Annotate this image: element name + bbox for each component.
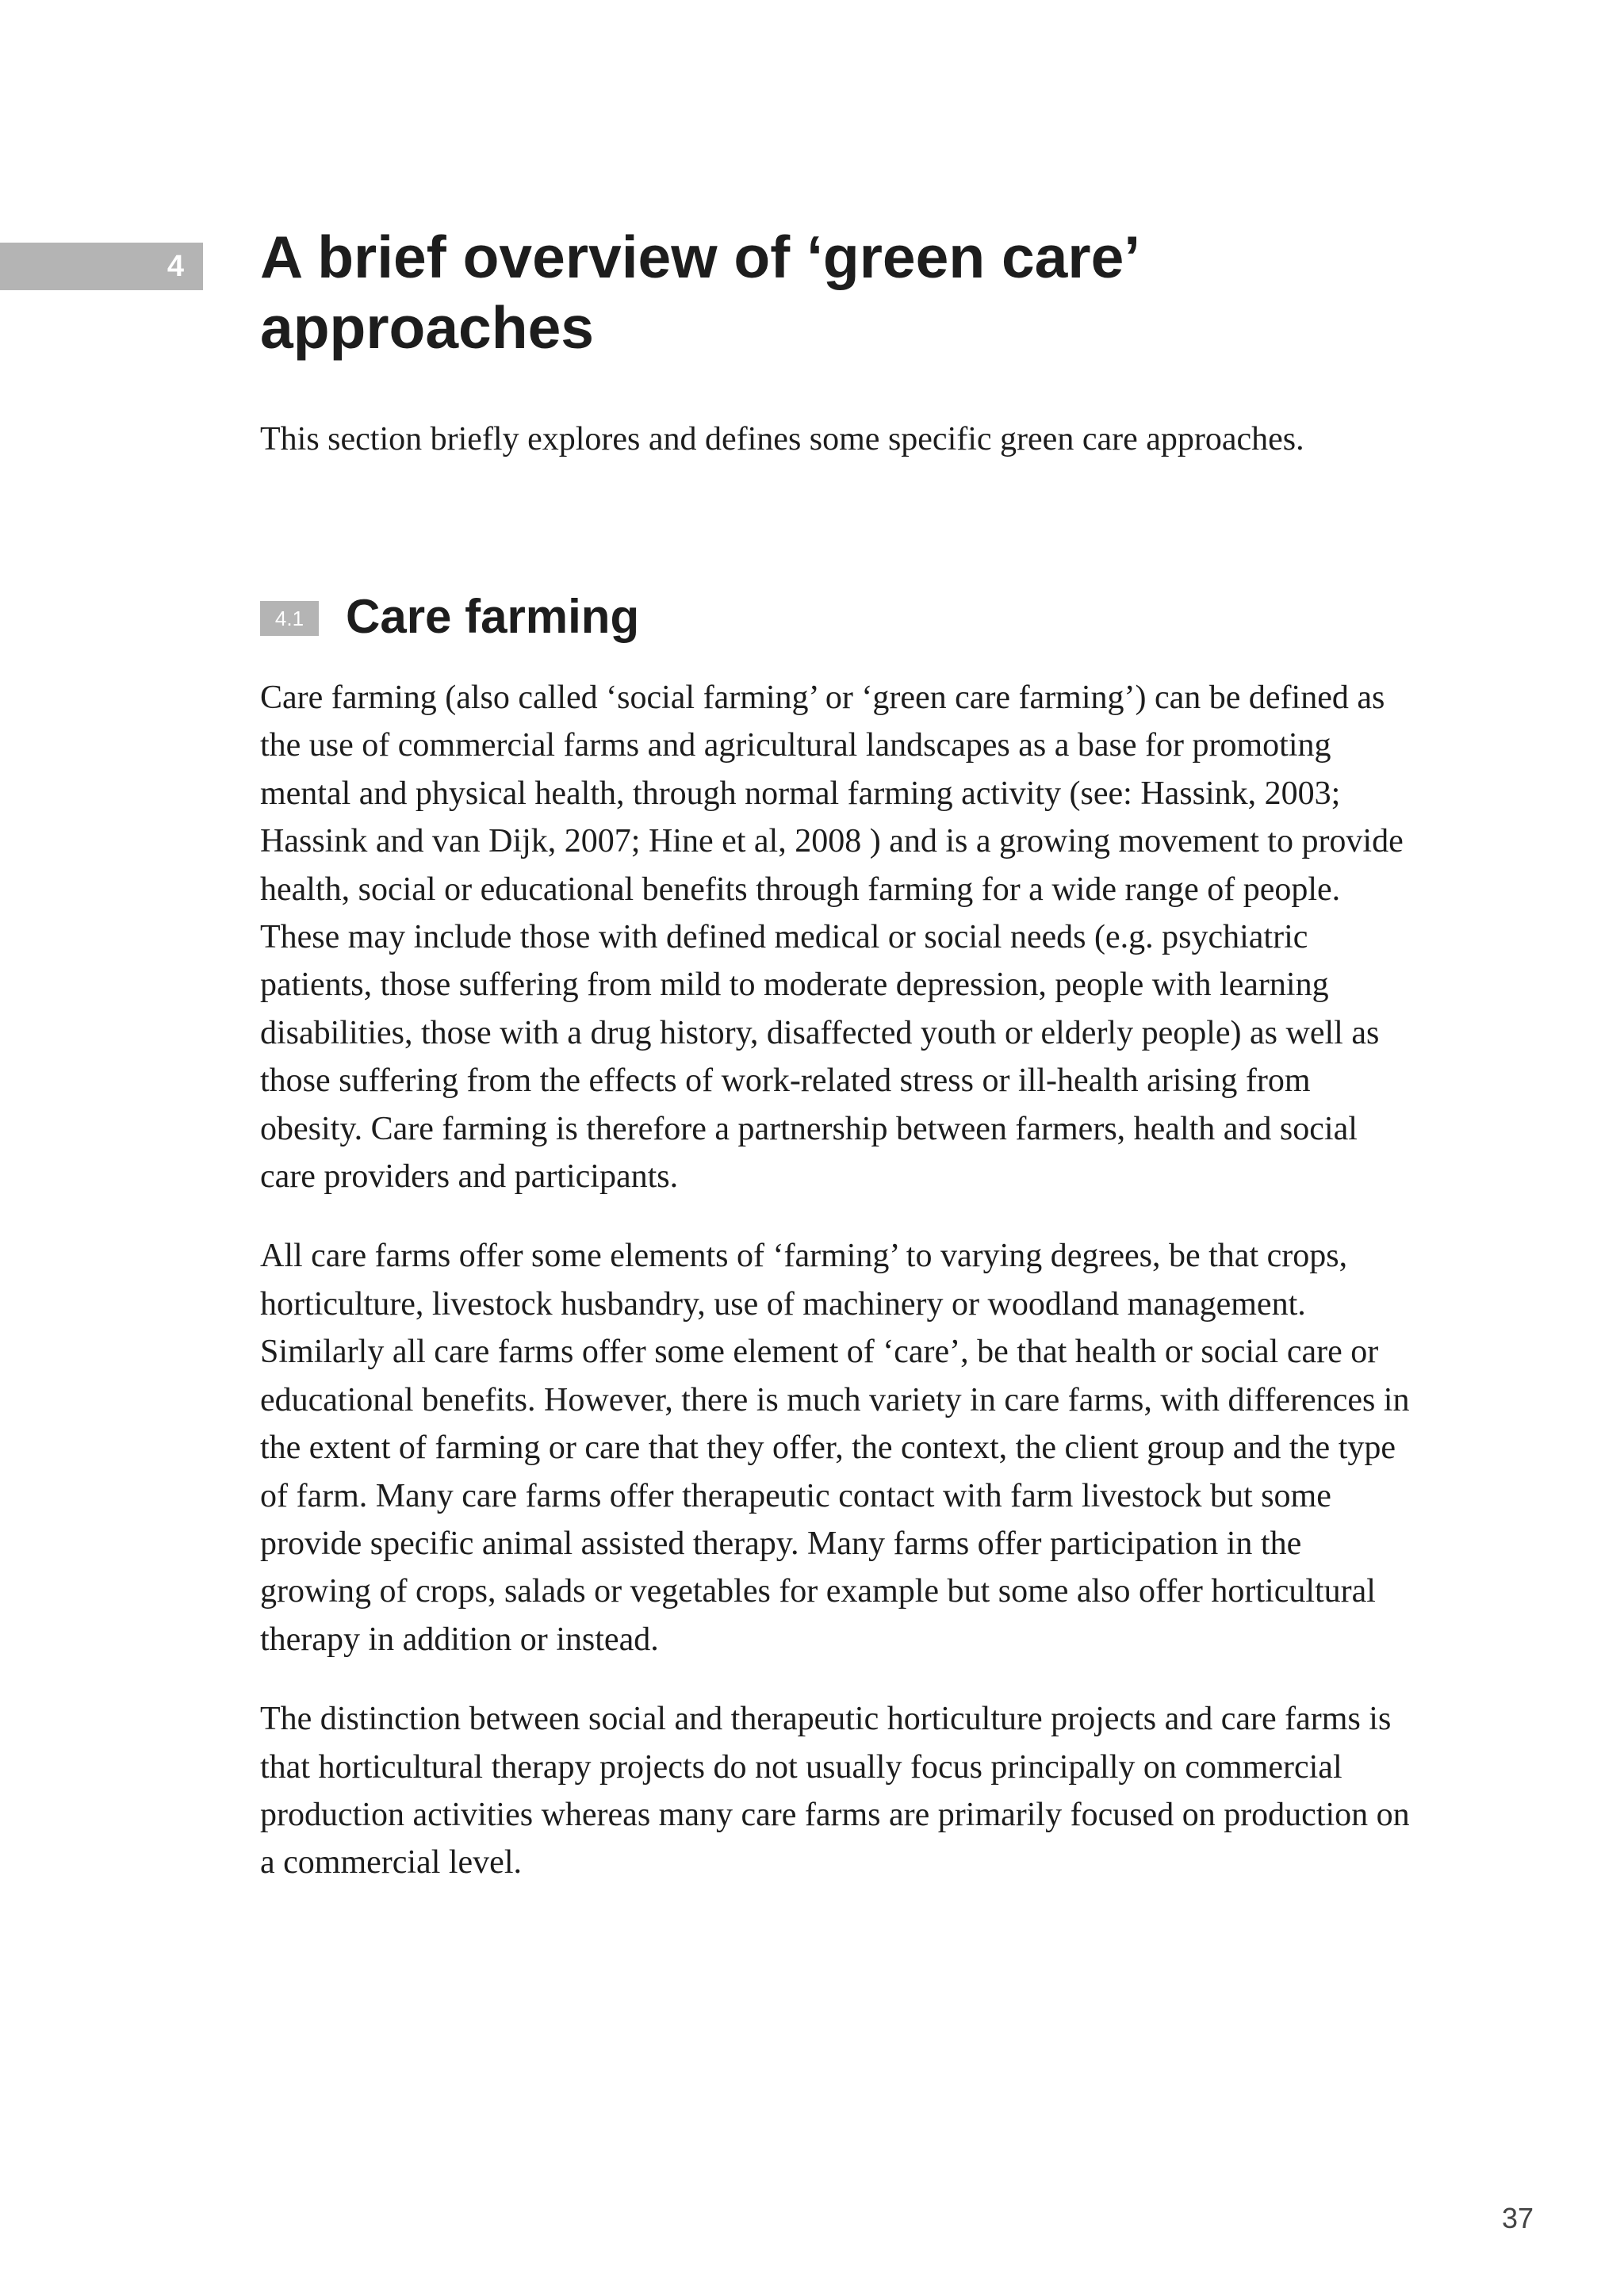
section-body bbox=[260, 674, 1418, 1919]
body-paragraph: All care farms offer some elements of ‘farming’ to varying degrees, be that crops, horticulture, livestock husbandry, use of machinery or woodland management. Similarly all care farms offer some element of ‘care’, be that health or social care or educational benefits. However, there is much variety in care farms, with differences in the extent of farming or care that they offer, the context, the client group and the type of farm. Many care farms offer therapeutic contact with farm livestock but some provide specific animal assisted therapy. Many farms offer participation in the growing of crops, salads or vegetables for example but some also offer horticultural therapy in addition or instead. bbox=[260, 1238, 1410, 1658]
section-title: Care farming bbox=[346, 590, 640, 643]
section-number-badge: 4.1 bbox=[260, 601, 319, 636]
chapter-title: A brief overview of ‘green care’ approaches bbox=[260, 224, 1137, 362]
body-paragraph: The distinction between social and therapeutic horticulture projects and care farms is that horticultural therapy projects do not usually focus principally on commercial production activities whereas many care farms are primarily focused on production on a commercial level. bbox=[260, 1701, 1410, 1881]
intro-paragraph: This section briefly explores and defines some specific green care approaches. bbox=[260, 421, 1304, 457]
body-paragraph: Care farming (also called ‘social farming’ or ‘green care farming’) can be defined as the use of commercial farms and agricultural landscapes as a base for promoting mental and physical health, through normal farming activity (see: Hassink, 2003; Hassink and van Dijk, 2007; Hine et al, 2008 ) and is a growing movement to provide health, social or educational benefits through farming for a wide range of people. These may include those with defined medical or social needs (e.g. psychiatric patients, those suffering from mild to moderate depression, people with learning disabilities, those with a drug history, disaffected youth or elderly people) as well as those suffering from the effects of work-related stress or ill-health arising from obesity. Care farming is therefore a partnership between farmers, health and social care providers and participants. bbox=[260, 679, 1404, 1196]
chapter-tab bbox=[0, 243, 203, 290]
chapter-number: 4 bbox=[167, 250, 184, 283]
page-number: 37 bbox=[1501, 2202, 1534, 2234]
